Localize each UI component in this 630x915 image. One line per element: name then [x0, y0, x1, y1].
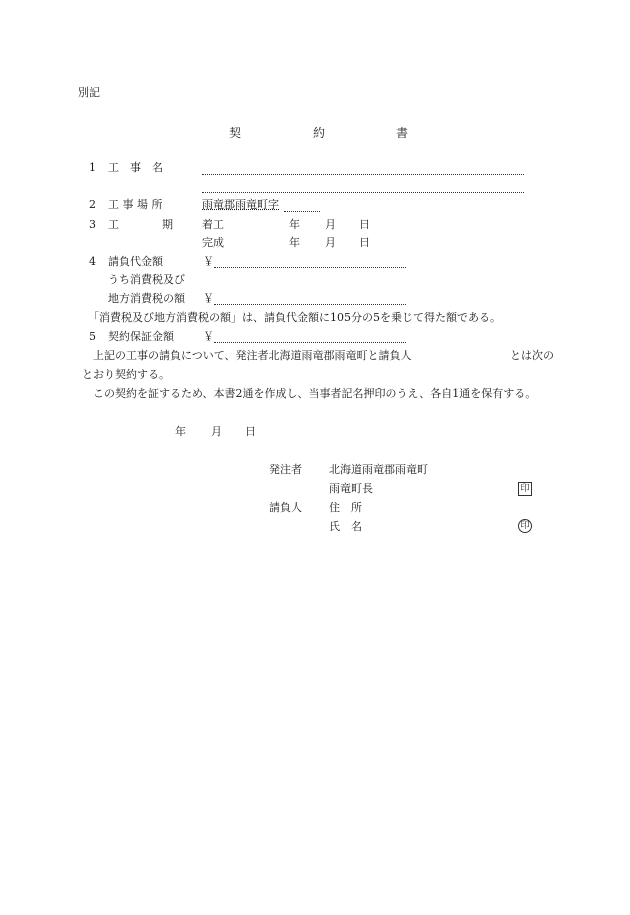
contractor-address-label: 住 所 — [329, 501, 362, 514]
finish-label: 完成 — [202, 236, 224, 249]
start-year: 年 — [289, 218, 300, 231]
orderer-seal: 印 — [518, 482, 532, 496]
body-para2: この契約を証するため、本書2通を作成し、当事者記名押印のうえ、各自1通を保有する。 — [93, 387, 537, 400]
tax-amount-line — [214, 304, 406, 305]
attachment-label: 別記 — [78, 86, 100, 99]
item3-label-a: 工 — [108, 218, 119, 231]
tax-amount-yen: ￥ — [203, 292, 214, 305]
guarantee-amount-yen: ￥ — [203, 330, 214, 343]
orderer-name: 北海道雨竜郡雨竜町 — [329, 463, 428, 476]
date-year: 年 — [175, 425, 186, 438]
work-name-line-1 — [202, 174, 524, 175]
work-name-line-2 — [202, 192, 524, 193]
item4-label: 請負代金額 — [108, 255, 163, 268]
orderer-label: 発注者 — [269, 463, 302, 476]
contractor-name-label: 氏 名 — [329, 520, 362, 533]
contract-amount-line — [214, 267, 406, 268]
tax-note: 「消費税及び地方消費税の額」は、請負代金額に105分の5を乗じて得た額である。 — [88, 311, 501, 324]
item1-number: 1 — [89, 161, 96, 174]
work-location-line — [284, 211, 320, 212]
start-label: 着工 — [202, 218, 224, 231]
item2-label: 工 事 場 所 — [108, 198, 163, 211]
work-location-value: 雨竜郡雨竜町字 — [202, 198, 279, 211]
finish-day: 日 — [359, 236, 370, 249]
tax-label-line2: 地方消費税の額 — [108, 292, 185, 305]
body-para1-end: とは次の — [510, 349, 554, 362]
item5-label: 契約保証金額 — [108, 330, 174, 343]
title-char-1: 契 — [229, 126, 242, 140]
title-char-2: 約 — [313, 126, 326, 140]
item3-label-b: 期 — [162, 218, 173, 231]
tax-label-line1: うち消費税及び — [108, 273, 185, 286]
contract-amount-yen: ￥ — [203, 255, 214, 268]
item5-number: 5 — [89, 330, 96, 343]
item2-number: 2 — [89, 198, 96, 211]
start-day: 日 — [359, 218, 370, 231]
title-char-3: 書 — [396, 126, 409, 140]
body-para1-start: 上記の工事の請負について、発注者北海道雨竜郡雨竜町と請負人 — [93, 349, 412, 362]
finish-year: 年 — [289, 236, 300, 249]
item1-label: 工 事 名 — [108, 161, 163, 174]
guarantee-amount-line — [214, 342, 406, 343]
start-month: 月 — [325, 218, 336, 231]
item4-number: 4 — [89, 255, 96, 268]
date-month: 月 — [211, 425, 222, 438]
body-para1-continued: とおり契約する。 — [82, 368, 170, 381]
item3-number: 3 — [89, 218, 96, 231]
finish-month: 月 — [325, 236, 336, 249]
contractor-seal: 印 — [518, 519, 532, 533]
contractor-label: 請負人 — [269, 501, 302, 514]
orderer-title: 雨竜町長 — [329, 482, 373, 495]
date-day: 日 — [245, 425, 256, 438]
